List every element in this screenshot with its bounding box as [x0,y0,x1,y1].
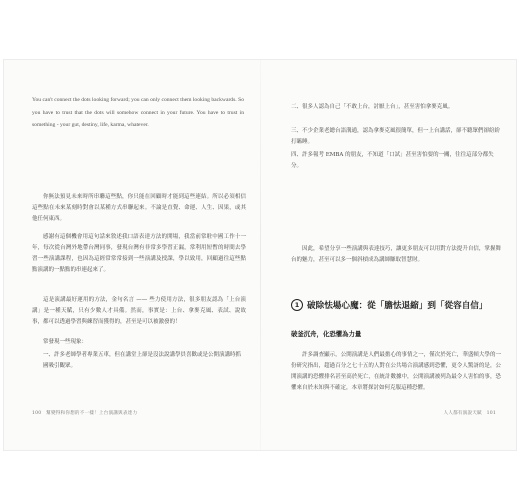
right-list-item-3: 三、不少企業老總台語溝通，認為拿麥克風很簡單，但一上台講話，卻不聽眾們卻紛紛打瞌睡。 [291,128,501,145]
right-list-item-2: 二、很多人認為自己「不敢上台，討厭上台」，甚至害怕拿麥克風。 [291,104,454,110]
left-paragraph-2: 感謝有這個機會用這句話來敘述我口語表達方法的開場，我當前常駐中國工作十一年，每次從台灣外地帶台灣同事，發現台灣有非常多學習正漏，常利用短暫的時間去學習一些演講課程，也因為這經常常常接到一些演講及授課，學以致用，回顧過往這些點點演講的一點點的串連起來了。 [32,234,246,273]
right-page [261,60,516,450]
left-paragraph-3: 這是演講最好運用的方法，金句名言 —— 些力使用方法，很多朋友認為「上台演講」是一種天賦，只有少數人才具備。然而，事實是：上台、拿麥克風、表試、說故事，都可以透過學習與練習而獲得的，甚至是可以被激發的！ [32,297,246,325]
left-folio: 100 幫變得和你想的不一樣！上台演講與表達力 [32,411,138,416]
right-paragraph-2: 許多調查顯示，公開演講是人們最擔心的事情之一，僅次於死亡，華盛頓大學的一份研究指出，超過百分之七十五的人對在公共場合演講感到恐懼，更令人驚訝的是，公開演講的恐懼排名甚至高於死亡，在統計數據中，公開演講被列為最令人害怕的事，恐懼來自於未知與不確定，本章將探討如何克服這種恐懼。 [291,352,501,391]
section-title: 破除怯場心魔：從「膽怯退縮」到「從容自信」 [307,301,488,311]
book-spread [4,60,516,450]
left-page [4,60,260,450]
left-list-item-1: 一、許多老師學者專業五車，但在講堂上卻是沒法說講學員喜歡或是公開演講時抓國吸引觀眾。 [43,352,242,369]
section-number-badge: 1 [291,299,303,311]
left-paragraph-1: 你無法預見未來時所串聯這些點，你只能在回顧時才能到這些連結。所以必須相信這些點在未來某刻時對會以某種方式串聯起來。不論是直覺、命運、人生、因果，或其他任何東西。 [32,194,246,222]
sub-heading: 破釜沉舟，化恐懼為力量 [291,330,362,338]
section-heading [291,299,511,311]
left-paragraph-4: 常發現一些現象： [43,339,88,345]
english-quote: You can't connect the dots looking forward; you can only connect them looking backwards. So you have to trust that the dots will somehow connect in your future. You have to trust in something - your gut, destiny, life, karma, whatever. [32,97,244,128]
right-folio: 人人都有演說天賦 101 [443,411,496,416]
right-list-item-4: 四、許多報考 EMBA 的朋友，不知道「口試」甚至害怕要的一關，往往這部分都失分。 [291,152,494,169]
right-paragraph-1: 因此，希望分享一些演講與表達技巧，讓更多朋友可以用對方法提升自信，掌握舞台的魅力，甚至可以多一個斜槓成為講師賺取智慧財。 [291,246,501,263]
